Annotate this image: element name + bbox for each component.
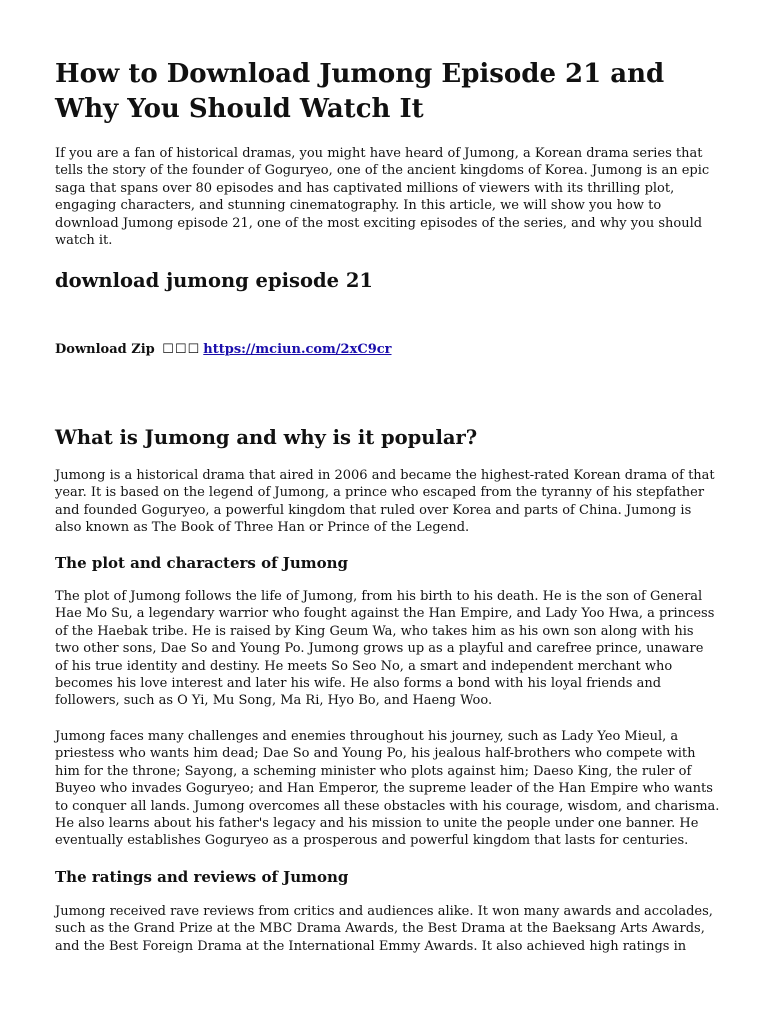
section-paragraph-what-is-jumong: Jumong is a historical drama that aired in 2006 and became the highest-rated Korean drama of that year. It is based on the legend of Jumong, a prince who escaped from the tyranny of his stepfather and founded Goguryeo, a powerful kingdom that ruled over Korea and parts of China. Jumong is also known as The Book of Three Han or Prince of the Legend. bbox=[55, 468, 715, 536]
arrow-glyphs-icon: ☐☐☐ bbox=[162, 342, 201, 357]
section-heading-what-is-jumong: What is Jumong and why is it popular? bbox=[55, 426, 478, 449]
download-label: Download Zip bbox=[55, 342, 155, 357]
section-heading-ratings: The ratings and reviews of Jumong bbox=[55, 868, 349, 886]
article-title: How to Download Jumong Episode 21 and Why You Should Watch It bbox=[55, 59, 665, 124]
plot-paragraph-2: Jumong faces many challenges and enemies throughout his journey, such as Lady Yeo Mieul, a priestess who wants him dead; Dae So and Young Po, his jealous half-brothers who compete with him for the throne; Sayong, a scheming minister who plots against him; Daeso King, the ruler of Buyeo who invades Goguryeo; and Han Emperor, the supreme leader of the Han Empire who wants to conquer all lands. Jumong overcomes all these obstacles with his courage, wisdom, and charisma. He also learns about his father's legacy and his mission to unite the people under one banner. He eventually establishes Goguryeo as a prosperous and powerful kingdom that lasts for centuries. bbox=[55, 729, 720, 849]
download-line bbox=[55, 341, 392, 359]
plot-paragraph-1: The plot of Jumong follows the life of Jumong, from his birth to his death. He is the son of General Hae Mo Su, a legendary warrior who fought against the Han Empire, and Lady Yoo Hwa, a princess of the Haebak tribe. He is raised by King Geum Wa, who takes him as his own son along with his two other sons, Dae So and Young Po. Jumong grows up as a playful and carefree prince, unaware of his true identity and destiny. He meets So Seo No, a smart and independent merchant who becomes his love interest and later his wife. He also forms a bond with his loyal friends and followers, such as O Yi, Mu Song, Ma Ri, Hyo Bo, and Haeng Woo. bbox=[55, 589, 715, 709]
ratings-paragraph: Jumong received rave reviews from critics and audiences alike. It won many awards and accolades, such as the Grand Prize at the MBC Drama Awards, the Best Drama at the Baeksang Arts Awards, and the Best Foreign Drama at the International Emmy Awards. It also achieved high ratings in bbox=[55, 904, 713, 954]
section-heading-plot: The plot and characters of Jumong bbox=[55, 554, 349, 572]
keyword-heading: download jumong episode 21 bbox=[55, 269, 373, 292]
intro-paragraph: If you are a fan of historical dramas, you might have heard of Jumong, a Korean drama series that tells the story of the founder of Goguryeo, one of the ancient kingdoms of Korea. Jumong is an epic saga that spans over 80 episodes and has captivated millions of viewers with its thrilling plot, engaging characters, and stunning cinematography. In this article, we will show you how to download Jumong episode 21, one of the most exciting episodes of the series, and why you should watch it. bbox=[55, 146, 710, 249]
download-link[interactable]: https://mciun.com/2xC9cr bbox=[203, 342, 392, 357]
